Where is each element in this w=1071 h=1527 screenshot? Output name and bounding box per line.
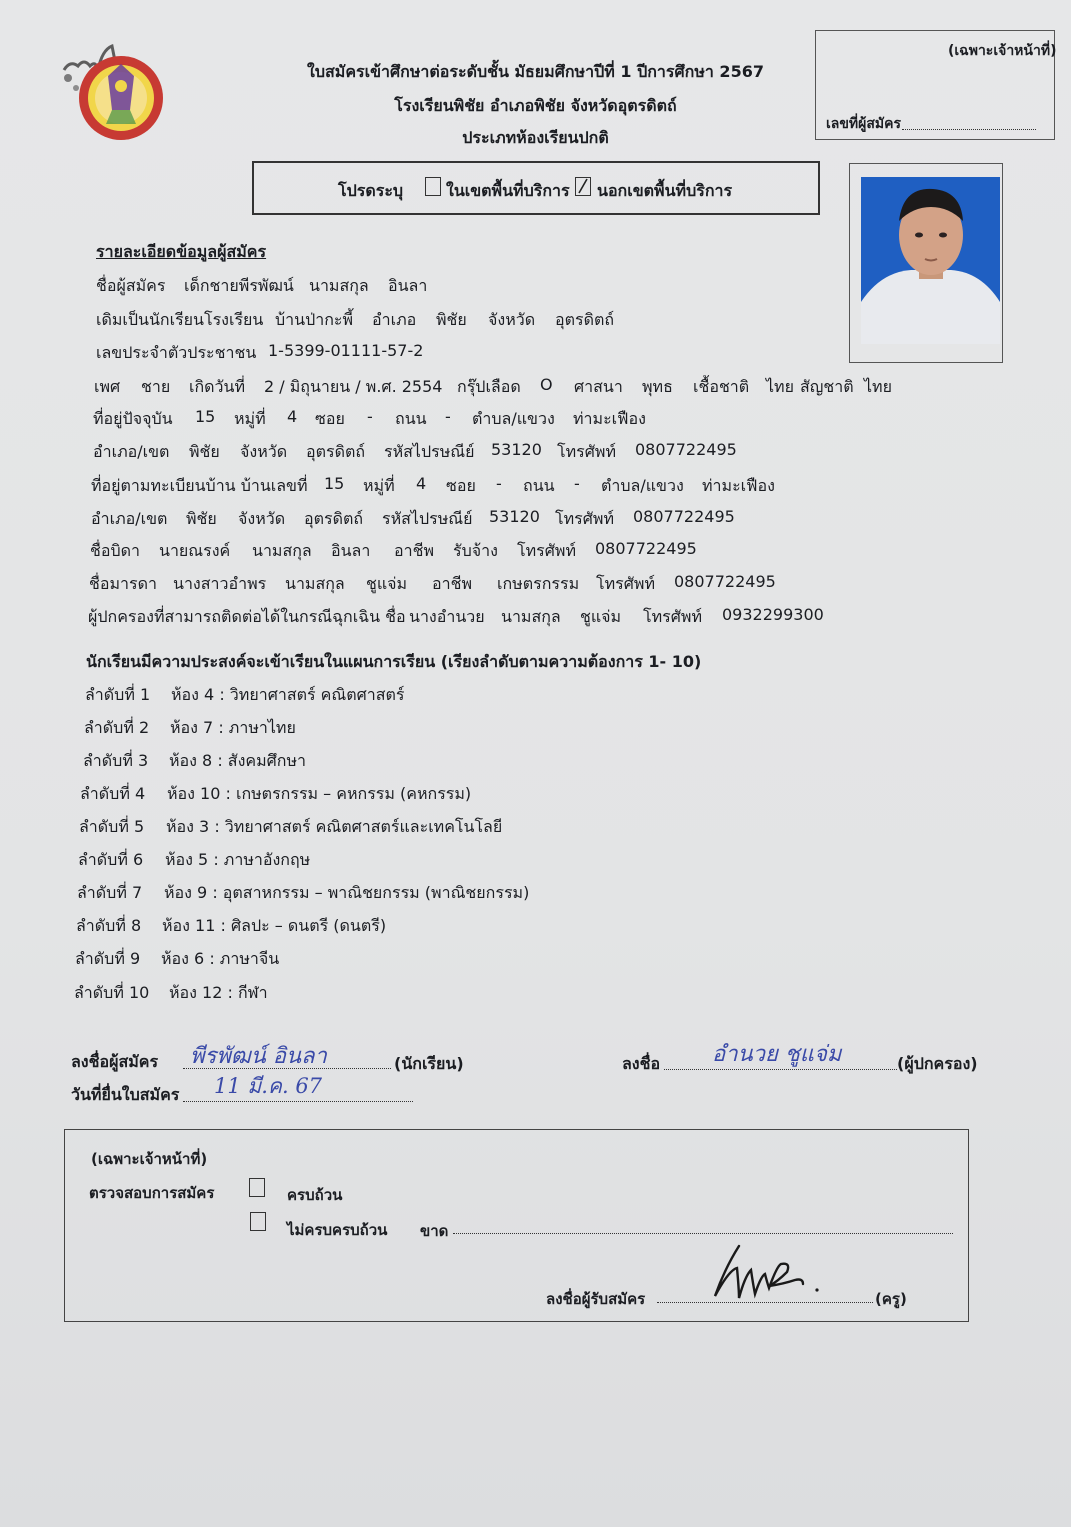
plan-room: ห้อง 12 : กีฬา xyxy=(169,983,268,1002)
plan-room: ห้อง 4 : วิทยาศาสตร์ คณิตศาสตร์ xyxy=(171,685,405,704)
receiver-sign-label: ลงชื่อผู้รับสมัคร xyxy=(546,1290,646,1308)
registered-phone: 0807722495 xyxy=(633,507,735,526)
current-moo: 4 xyxy=(287,407,298,426)
applicant-signature: พีรพัฒน์ อินลา xyxy=(190,1044,327,1069)
former-school: บ้านป่ากะพี้ xyxy=(275,310,354,329)
current-house-no: 15 xyxy=(195,407,216,426)
applicant-no-label: เลขที่ผู้สมัคร xyxy=(826,116,902,132)
date-label: วันที่ยื่นใบสมัคร xyxy=(71,1085,180,1104)
registered-road: - xyxy=(574,474,580,493)
office-use-box-bottom xyxy=(64,1129,969,1322)
registered-province: อุตรดิตถ์ xyxy=(304,509,364,528)
check-label: ตรวจสอบการสมัคร xyxy=(89,1184,215,1202)
birth-label: เกิดวันที่ xyxy=(189,377,246,396)
current-zip: 53120 xyxy=(491,440,542,459)
surname-label: นามสกุล xyxy=(309,276,369,295)
plan-rank: ลำดับที่ 5 xyxy=(79,817,145,836)
guardian-phone: 0932299300 xyxy=(722,605,824,624)
id-label: เลขประจำตัวประชาชน xyxy=(96,343,257,362)
religion-label: ศาสนา xyxy=(574,377,623,396)
guardian-sign-label: ลงชื่อ xyxy=(622,1054,661,1073)
receiver-signature xyxy=(709,1238,829,1308)
amphoe-label: อำเภอ/เขต xyxy=(91,509,168,528)
moo-label: หมู่ที่ xyxy=(363,476,395,495)
father-surname: อินลา xyxy=(331,541,371,560)
moo-label: หมู่ที่ xyxy=(234,409,266,428)
applicant-name: เด็กชายพีรพัฒน์ xyxy=(184,276,294,295)
current-address-label: ที่อยู่ปัจจุบัน xyxy=(93,409,173,428)
missing-field[interactable] xyxy=(453,1233,953,1234)
ethnicity: ไทย xyxy=(766,377,794,396)
birth-date: 2 / มิถุนายน / พ.ศ. 2554 xyxy=(264,377,443,396)
surname-label: นามสกุล xyxy=(285,574,345,593)
plan-room: ห้อง 7 : ภาษาไทย xyxy=(170,718,296,737)
mother-label: ชื่อมารดา xyxy=(89,574,157,593)
amphoe-label: อำเภอ/เขต xyxy=(93,442,170,461)
incomplete-checkbox[interactable] xyxy=(250,1212,266,1231)
plan-room: ห้อง 5 : ภาษาอังกฤษ xyxy=(165,850,311,869)
receiver-role: (ครู) xyxy=(875,1290,907,1308)
phone-label: โทรศัพท์ xyxy=(596,574,655,593)
road-label: ถนน xyxy=(395,409,427,428)
job-label: อาชีพ xyxy=(394,541,434,560)
job-label: อาชีพ xyxy=(432,574,472,593)
tambon-label: ตำบล/แขวง xyxy=(601,476,684,495)
amphoe-label: อำเภอ xyxy=(372,310,417,329)
former-school-label: เดิมเป็นนักเรียนโรงเรียน xyxy=(96,310,264,329)
road-label: ถนน xyxy=(523,476,555,495)
plan-rank: ลำดับที่ 3 xyxy=(83,751,149,770)
plan-room: ห้อง 11 : ศิลปะ – ดนตรี (ดนตรี) xyxy=(162,916,387,935)
out-area-checkbox[interactable] xyxy=(575,177,591,196)
sex: ชาย xyxy=(141,377,171,396)
service-area-option-box xyxy=(252,161,820,215)
office-use-title: (เฉพาะเจ้าหน้าที่) xyxy=(91,1150,208,1168)
in-area-checkbox[interactable] xyxy=(425,177,441,196)
mother-job: เกษตรกรรม xyxy=(497,574,580,593)
missing-label: ขาด xyxy=(420,1222,449,1240)
plan-rank: ลำดับที่ 1 xyxy=(85,685,151,704)
plans-title: นักเรียนมีความประสงค์จะเข้าเรียนในแผนการเรียน (เรียงลำดับตามความต้องการ 1- 10) xyxy=(86,652,702,671)
registered-amphoe: พิชัย xyxy=(186,509,217,528)
plan-room: ห้อง 10 : เกษตรกรรม – คหกรรม (คหกรรม) xyxy=(167,784,472,803)
plan-rank: ลำดับที่ 2 xyxy=(84,718,150,737)
blood-type: O xyxy=(540,375,553,394)
registered-soi: - xyxy=(496,474,502,493)
registered-tambon: ท่ามะเฟือง xyxy=(702,476,775,495)
applicant-photo xyxy=(861,177,1000,344)
id-number: 1-5399-01111-57-2 xyxy=(268,341,424,360)
plan-room: ห้อง 8 : สังคมศึกษา xyxy=(169,751,306,770)
office-use-box-top xyxy=(815,30,1055,140)
mother-surname: ชูแจ่ม xyxy=(366,574,408,593)
former-province: อุตรดิตถ์ xyxy=(555,310,615,329)
plan-rank: ลำดับที่ 9 xyxy=(75,949,141,968)
current-amphoe: พิชัย xyxy=(189,442,220,461)
soi-label: ซอย xyxy=(315,409,345,428)
nationality: ไทย xyxy=(864,377,892,396)
father-phone: 0807722495 xyxy=(595,539,697,558)
mother-name: นางสาวอำพร xyxy=(173,574,267,593)
soi-label: ซอย xyxy=(446,476,476,495)
plan-room: ห้อง 9 : อุตสาหกรรม – พาณิชยกรรม (พาณิชยกรรม) xyxy=(164,883,530,902)
applicant-surname: อินลา xyxy=(388,276,428,295)
applicant-role: (นักเรียน) xyxy=(394,1054,464,1073)
incomplete-label: ไม่ครบครบถ้วน xyxy=(287,1221,388,1239)
father-label: ชื่อบิดา xyxy=(90,541,140,560)
option-label: โปรดระบุ xyxy=(338,181,404,200)
plan-rank: ลำดับที่ 4 xyxy=(80,784,146,803)
complete-checkbox[interactable] xyxy=(249,1178,265,1197)
current-soi: - xyxy=(367,407,373,426)
province-label: จังหวัด xyxy=(238,509,286,528)
mother-phone: 0807722495 xyxy=(674,572,776,591)
phone-label: โทรศัพท์ xyxy=(555,509,614,528)
sex-label: เพศ xyxy=(94,377,121,396)
current-phone: 0807722495 xyxy=(635,440,737,459)
form-title: ใบสมัครเข้าศึกษาต่อระดับชั้น มัธยมศึกษาปีที่ 1 ปีการศึกษา 2567 xyxy=(307,62,764,81)
out-area-label: นอกเขตพื้นที่บริการ xyxy=(597,181,733,200)
current-province: อุตรดิตถ์ xyxy=(306,442,366,461)
nationality-label: สัญชาติ xyxy=(800,377,854,396)
current-tambon: ท่ามะเฟือง xyxy=(573,409,646,428)
current-road: - xyxy=(445,407,451,426)
father-job: รับจ้าง xyxy=(453,541,498,560)
date-handwritten: 11 มี.ค. 67 xyxy=(214,1074,323,1098)
plan-room: ห้อง 3 : วิทยาศาสตร์ คณิตศาสตร์และเทคโนโลยี xyxy=(166,817,503,836)
applicant-sign-label: ลงชื่อผู้สมัคร xyxy=(71,1052,159,1071)
province-label: จังหวัด xyxy=(488,310,536,329)
plan-rank: ลำดับที่ 8 xyxy=(76,916,142,935)
plan-room: ห้อง 6 : ภาษาจีน xyxy=(161,949,280,968)
guardian-label: ผู้ปกครองที่สามารถติดต่อได้ในกรณีฉุกเฉิน ชื่อ xyxy=(88,607,406,626)
office-use-title: (เฉพาะเจ้าหน้าที่) xyxy=(948,43,1057,59)
father-name: นายณรงค์ xyxy=(159,541,231,560)
applicant-no-field[interactable] xyxy=(902,129,1036,130)
guardian-name: นางอำนวย xyxy=(409,607,485,626)
tambon-label: ตำบล/แขวง xyxy=(472,409,555,428)
guardian-signature: อำนวย ชูแจ่ม xyxy=(712,1042,842,1067)
religion: พุทธ xyxy=(642,377,673,396)
plan-rank: ลำดับที่ 7 xyxy=(77,883,143,902)
phone-label: โทรศัพท์ xyxy=(557,442,616,461)
phone-label: โทรศัพท์ xyxy=(517,541,576,560)
registered-zip: 53120 xyxy=(489,507,540,526)
surname-label: นามสกุล xyxy=(252,541,312,560)
former-amphoe: พิชัย xyxy=(436,310,467,329)
registered-house-no: 15 xyxy=(324,474,345,493)
guardian-surname: ชูแจ่ม xyxy=(580,607,622,626)
section-title: รายละเอียดข้อมูลผู้สมัคร xyxy=(96,242,267,261)
plan-rank: ลำดับที่ 6 xyxy=(78,850,144,869)
school-name: โรงเรียนพิชัย อำเภอพิชัย จังหวัดอุตรดิตถ์ xyxy=(394,96,677,115)
province-label: จังหวัด xyxy=(240,442,288,461)
zip-label: รหัสไปรษณีย์ xyxy=(382,509,473,528)
classroom-type: ประเภทห้องเรียนปกติ xyxy=(462,128,609,147)
registered-address-label: ที่อยู่ตามทะเบียนบ้าน บ้านเลขที่ xyxy=(91,476,308,495)
registered-moo: 4 xyxy=(416,474,427,493)
surname-label: นามสกุล xyxy=(501,607,561,626)
in-area-label: ในเขตพื้นที่บริการ xyxy=(446,181,570,200)
name-label: ชื่อผู้สมัคร xyxy=(96,276,166,295)
phone-label: โทรศัพท์ xyxy=(643,607,702,626)
zip-label: รหัสไปรษณีย์ xyxy=(384,442,475,461)
blood-label: กรุ๊ปเลือด xyxy=(457,377,521,396)
complete-label: ครบถ้วน xyxy=(287,1186,343,1204)
ethnicity-label: เชื้อชาติ xyxy=(693,377,750,396)
guardian-role: (ผู้ปกครอง) xyxy=(897,1054,978,1073)
plan-rank: ลำดับที่ 10 xyxy=(74,983,150,1002)
check-mark-icon xyxy=(576,178,590,195)
